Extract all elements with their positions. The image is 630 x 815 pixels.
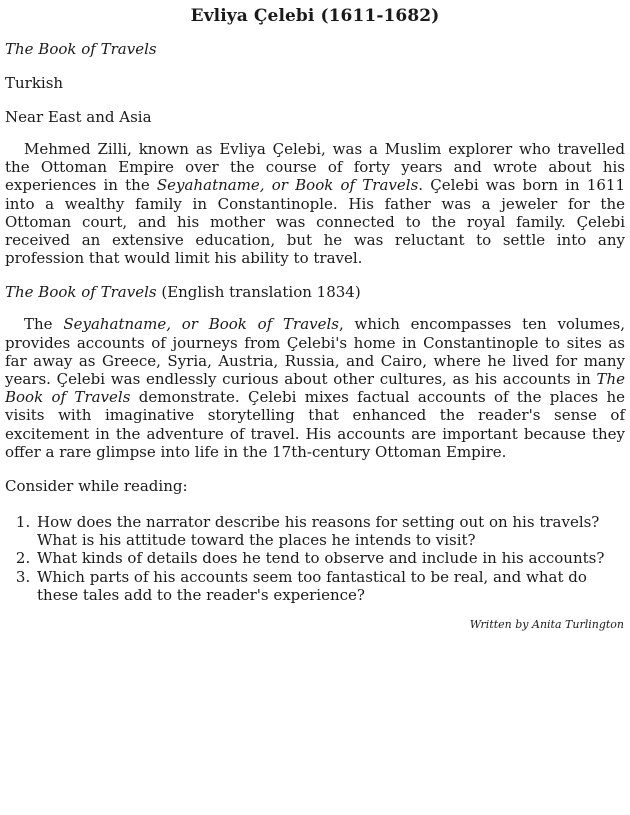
page-title: Evliya Çelebi (1611-1682) — [190, 6, 440, 26]
summary-text-1: , which encompasses ten volumes, provides accounts of journeys from Çelebi's home in Constantinople to sites as far away as Greece, Syria, Austria, Russia, and Cairo, where he lived for many years. Çelebi was endlessly curious about other cultures, as his accounts in — [5, 315, 625, 389]
list-item: 1. How does the narrator describe his reasons for setting out on his travels? What is his attitude toward the places he intends to visit? — [35, 513, 625, 549]
work-summary-paragraph — [5, 315, 625, 461]
consider-heading: Consider while reading: — [5, 477, 188, 496]
edition-title: The Book of Travels — [5, 283, 157, 302]
region-label: Near East and Asia — [5, 108, 152, 126]
author-credit: Written by Anita Turlington — [469, 618, 624, 632]
author-bio-paragraph — [5, 140, 625, 267]
bio-text-1: Mehmed Zilli, known as Evliya Çelebi, was a Muslim explorer who travelled the Ottoman Empire over the course of forty years and wrote about his experiences in the — [5, 140, 625, 195]
list-item: 2. What kinds of details does he tend to observe and include in his accounts? — [35, 549, 625, 567]
bio-work-title: Seyahatname, or Book of Travels — [156, 176, 419, 195]
bio-text-2: . Çelebi was born in 1611 into a wealthy family in Constantinople. His father was a jeweler for the Ottoman court, and his mother was connected to the royal family. Çelebi received an extensive education, but he was reluctant to settle into any profession that would limit his ability to travel. — [5, 176, 626, 268]
edition-note: (English translation 1834) — [156, 283, 361, 302]
summary-text-2: demonstrate. Çelebi mixes factual accounts of the places he visits with imaginative storytelling that enhanced the reader's sense of excitement in the adventure of travel. His accounts are important because they offer a rare glimpse into life in the 17th-century Ottoman Empire. — [5, 388, 625, 461]
summary-work-title-2: The Book of Travels — [5, 370, 625, 407]
edition-line — [5, 283, 625, 301]
summary-work-title-1: Seyahatname, or Book of Travels — [63, 315, 339, 334]
language-label: Turkish — [5, 74, 64, 92]
summary-prefix: The — [24, 315, 64, 334]
question-list — [5, 513, 625, 604]
list-item: 3. Which parts of his accounts seem too fantastical to be real, and what do these tales add to the reader's experience? — [35, 568, 625, 604]
work-title: The Book of Travels — [5, 40, 157, 58]
